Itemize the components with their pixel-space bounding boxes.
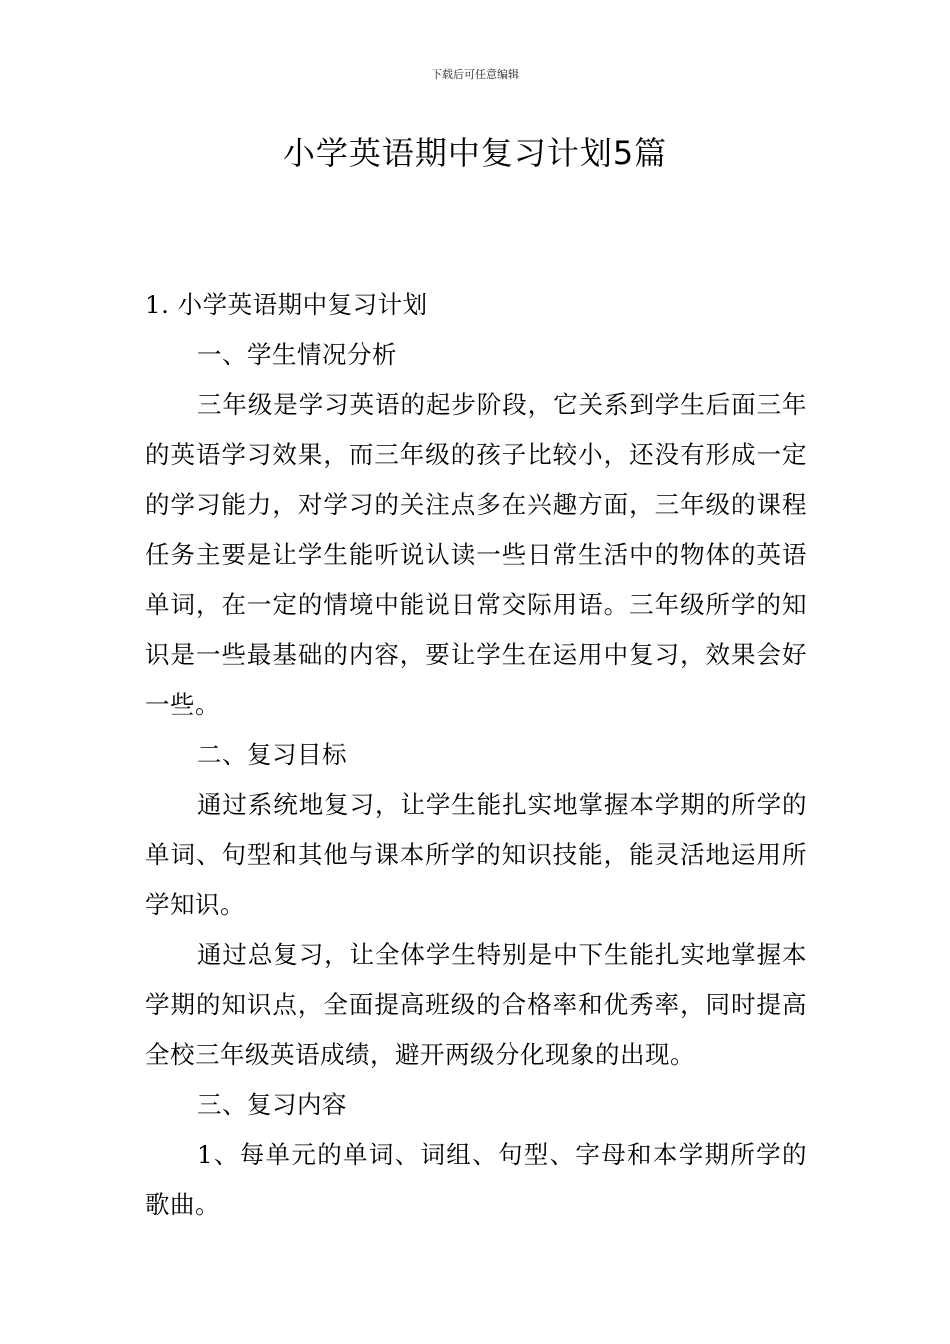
paragraph-review-goals-1: 通过系统地复习，让学生能扎实地掌握本学期的所学的单词、句型和其他与课本所学的知识技能，能灵活地运用所学知识。 — [145, 790, 807, 919]
header-note: 下载后可任意编辑 — [431, 68, 519, 81]
section-heading-plan: 1. 小学英语期中复习计划 — [145, 290, 428, 319]
document-title: 小学英语期中复习计划5篇 — [282, 134, 668, 172]
subheading-review-goals: 二、复习目标 — [197, 740, 347, 769]
paragraph-review-goals-2: 通过总复习，让全体学生特别是中下生能扎实地掌握本学期的知识点，全面提高班级的合格率和优秀率，同时提高全校三年级英语成绩，避开两级分化现象的出现。 — [145, 940, 807, 1069]
paragraph-review-content-1: 1、每单元的单词、词组、句型、字母和本学期所学的歌曲。 — [145, 1140, 807, 1219]
document-body — [145, 280, 807, 1230]
subheading-review-content: 三、复习内容 — [197, 1090, 347, 1119]
subheading-student-analysis: 一、学生情况分析 — [197, 340, 397, 369]
paragraph-student-analysis: 三年级是学习英语的起步阶段，它关系到学生后面三年的英语学习效果，而三年级的孩子比较小，还没有形成一定的学习能力，对学习的关注点多在兴趣方面，三年级的课程任务主要是让学生能听说认读一些日常生活中的物体的英语单词，在一定的情境中能说日常交际用语。三年级所学的知识是一些最基础的内容，要让学生在运用中复习，效果会好一些。 — [145, 390, 807, 719]
